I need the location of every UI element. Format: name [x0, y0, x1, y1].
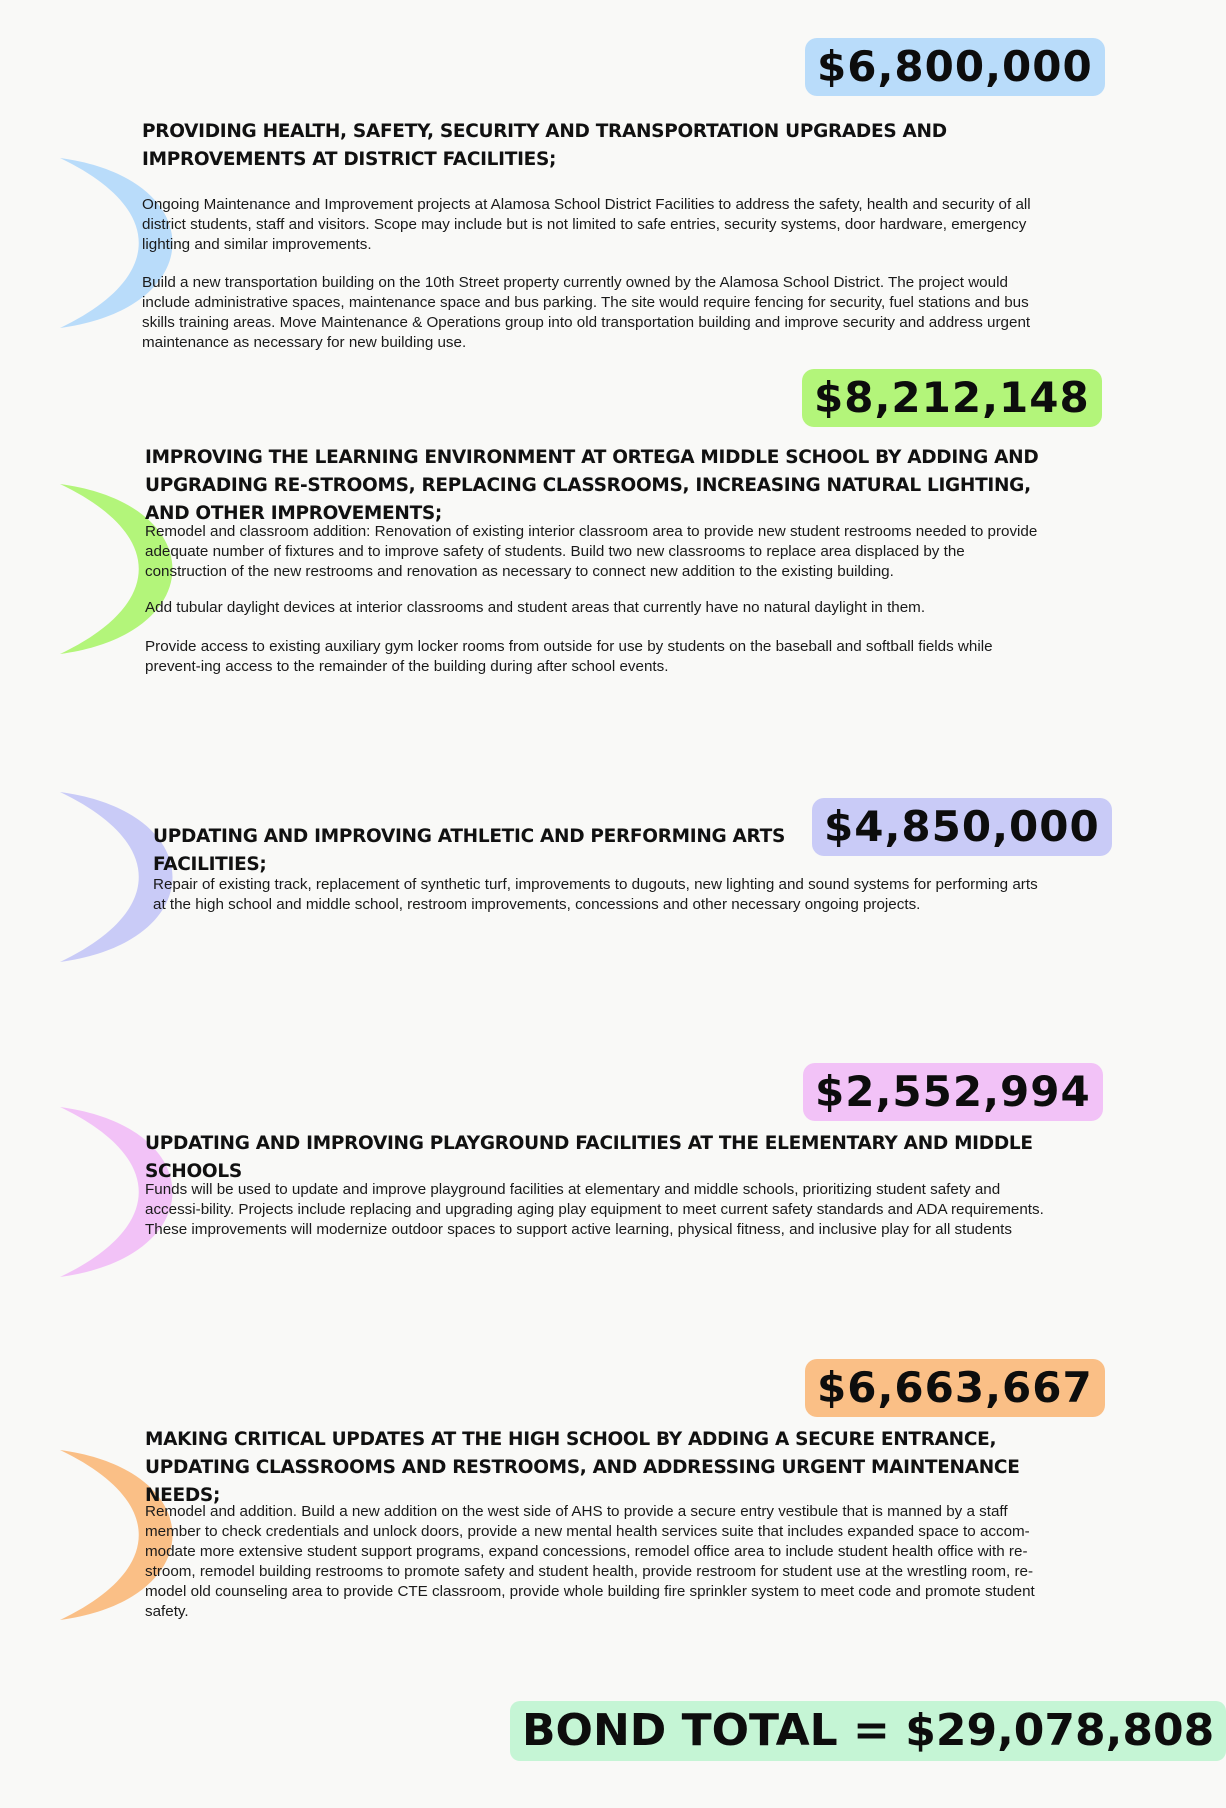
section-paragraph: Add tubular daylight devices at interior classrooms and student areas that currently have no natural daylight in them. — [145, 599, 926, 616]
section-heading: IMPROVING THE LEARNING ENVIRONMENT AT ORTEGA MIDDLE SCHOOL BY ADDING AND UPGRADING RE-STROOMS, REPLACING CLASSROOMS, INCREASING NATURAL LIGHTING, AND OTHER IMPROVEMENTS; — [145, 447, 1039, 524]
section-paragraph: Funds will be used to update and improve playground facilities at elementary and middle schools, prioritizing student safety and accessi-bility. Projects include replacing and upgrading aging play equipment to meet current safety standards and ADA requirements. These improvements will modernize outdoor spaces to support active learning, physical fitness, and inclusive play for all students — [145, 1181, 1044, 1238]
amount-badge: $6,800,000 — [805, 38, 1105, 96]
section-heading: UPDATING AND IMPROVING PLAYGROUND FACILITIES AT THE ELEMENTARY AND MIDDLE SCHOOLS — [145, 1133, 1033, 1182]
section-heading: UPDATING AND IMPROVING ATHLETIC AND PERFORMING ARTS FACILITIES; — [153, 826, 786, 875]
section-paragraph: Remodel and classroom addition: Renovation of existing interior classroom area to provide new student restrooms needed to provide adequate number of fixtures and to improve safety of students. Build two new classrooms to replace area displaced by the construction of the new restrooms and renovation as necessary to connect new addition to the existing building. — [145, 523, 1038, 580]
bond-total-badge: BOND TOTAL = $29,078,808 — [510, 1701, 1226, 1761]
section-paragraph: Provide access to existing auxiliary gym locker rooms from outside for use by students on the baseball and softball fields while prevent-ing access to the remainder of the building during after school events. — [145, 638, 993, 675]
section-paragraph: Ongoing Maintenance and Improvement projects at Alamosa School District Facilities to address the safety, health and security of all district students, staff and visitors. Scope may include but is not limited to safe entries, security systems, door hardware, emergency lighting and similar improvements. — [142, 196, 1031, 253]
amount-badge: $2,552,994 — [803, 1063, 1103, 1121]
section-paragraph: Build a new transportation building on the 10th Street property currently owned by the Alamosa School District. The project would include administrative spaces, maintenance space and bus parking. The site would require fencing for security, fuel stations and bus skills training areas. Move Maintenance & Operations group into old transportation building and improve security and address urgent maintenance as necessary for new building use. — [142, 274, 1031, 351]
amount-badge: $6,663,667 — [805, 1359, 1105, 1417]
section-paragraph: Remodel and addition. Build a new addition on the west side of AHS to provide a secure entry vestibule that is manned by a staff member to check credentials and unlock doors, provide a new mental health services suite that includes expanded space to accom-modate more extensive student support programs, expand concessions, remodel office area to include student health office with re-stroom, remodel building restrooms to promote safety and student health, provide restroom for student use at the wrestling room, re-model old counseling area to provide CTE classroom, provide whole building fire sprinkler system to meet code and promote student safety. — [145, 1503, 1035, 1620]
section-heading: MAKING CRITICAL UPDATES AT THE HIGH SCHOOL BY ADDING A SECURE ENTRANCE, UPDATING CLASSROOMS AND RESTROOMS, AND ADDRESSING URGENT MAINTENANCE NEEDS; — [145, 1429, 1020, 1506]
amount-badge: $4,850,000 — [812, 798, 1112, 856]
section-heading: PROVIDING HEALTH, SAFETY, SECURITY AND TRANSPORTATION UPGRADES AND IMPROVEMENTS AT DISTRICT FACILITIES; — [142, 121, 947, 170]
section-paragraph: Repair of existing track, replacement of synthetic turf, improvements to dugouts, new lighting and sound systems for performing arts at the high school and middle school, restroom improvements, concessions and other necessary ongoing projects. — [153, 876, 1038, 913]
amount-badge: $8,212,148 — [802, 369, 1102, 427]
